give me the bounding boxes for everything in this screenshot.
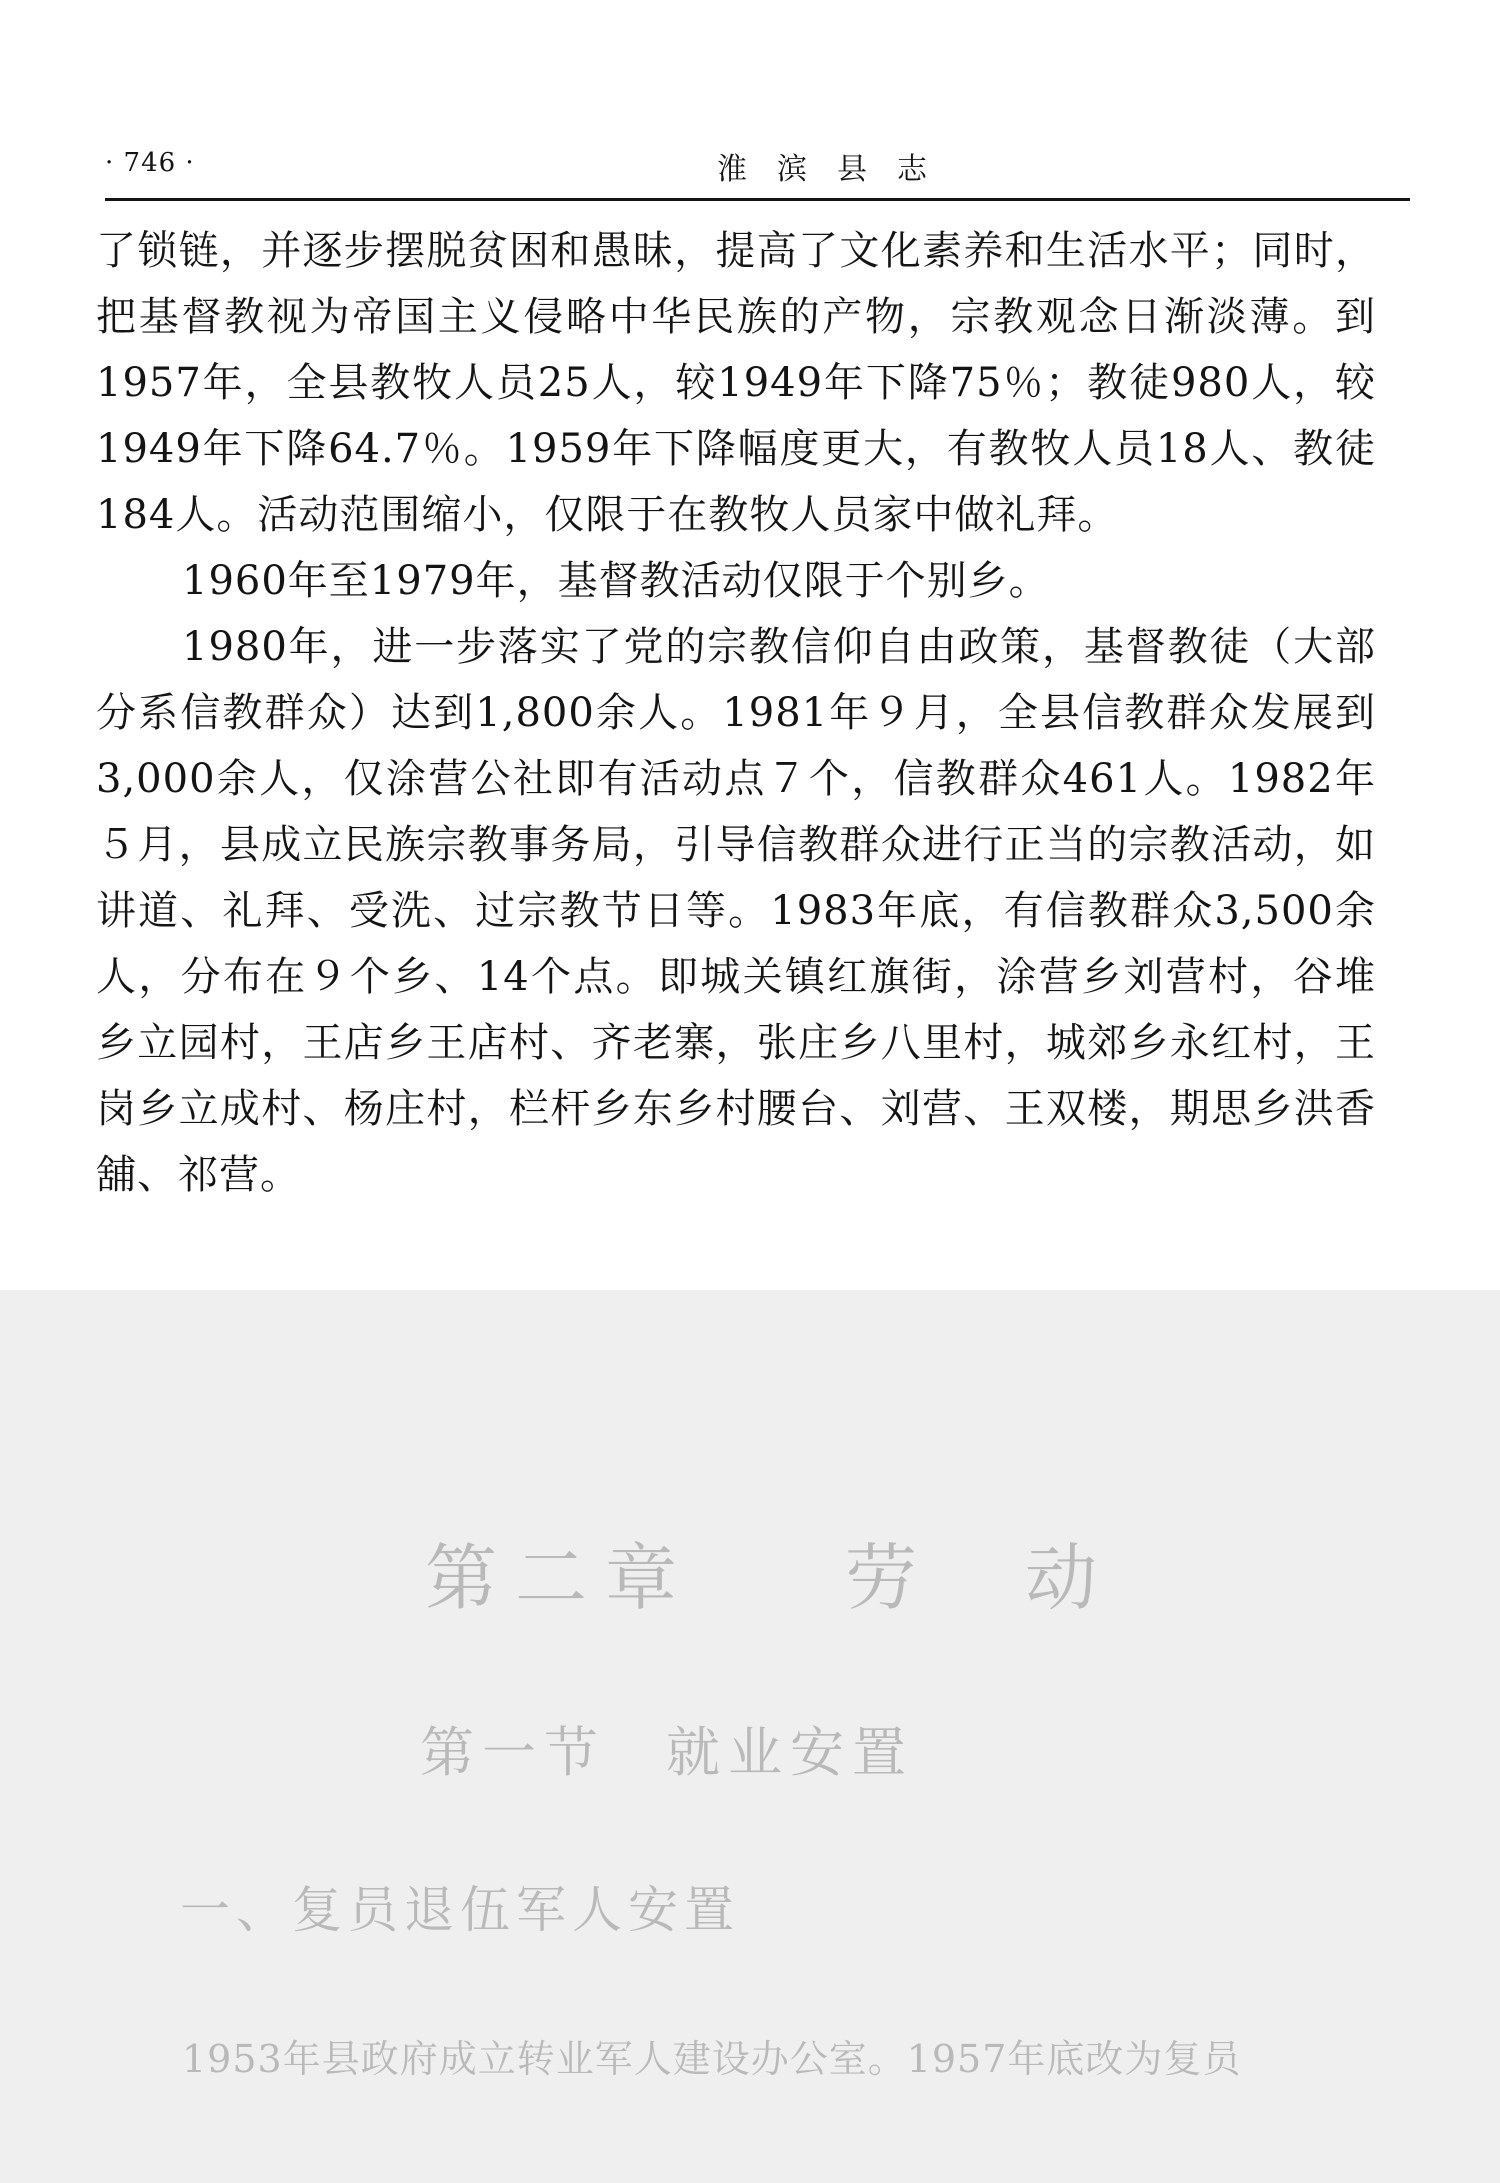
faded-paragraph: 1953年县政府成立转业军人建设办公室。1957年底改为复员 [182,2037,1242,2081]
section-prefix: 第一节 [420,1721,606,1784]
paragraph-2: 1960年至1979年，基督教活动仅限于个别乡。 [182,558,1050,604]
body-text [96,218,1376,1208]
book-title: 淮滨县志 [717,152,957,187]
header-rule [105,198,1410,201]
subsection-title: 一、复员退伍军人安置 [180,1881,740,1939]
running-header [105,140,1410,190]
page-number: · 746 · [105,148,195,178]
chapter-title [425,1520,1115,1624]
paragraph-3: 1980年，进一步落实了党的宗教信仰自由政策，基督教徒（大部分系信教群众）达到1,800余人。1981年９月，全县信教群众发展到3,000余人，仅涂营公社即有活动点７个，信教群众461人。1982年５月，县成立民族宗教事务局，引导信教群众进行正当的宗教活动，如讲道、礼拜、受洗、过宗教节日等。1983年底，有信教群众3,500余人，分布在９个乡、14个点。即城关镇红旗街，涂营乡刘营村，谷堆乡立园村，王店乡王店村、齐老寨，张庄乡八里村，城郊乡永红村，王岗乡立成村、杨庄村，栏杆乡东乡村腰台、刘营、王双楼，期思乡洪香舖、祁营。 [96,624,1376,1198]
section-name: 就业安置 [666,1721,914,1784]
chapter-name: 劳 动 [845,1536,1116,1620]
chapter-prefix: 第二章 [425,1536,696,1620]
paragraph-1: 了锁链，并逐步摆脱贫困和愚昧，提高了文化素养和生活水平；同时，把基督教视为帝国主义侵略中华民族的产物，宗教观念日渐淡薄。到1957年，全县教牧人员25人，较1949年下降75％；教徒980人，较1949年下降64.7％。1959年下降幅度更大，有教牧人员18人、教徒184人。活动范围缩小，仅限于在教牧人员家中做礼拜。 [96,228,1376,538]
section-title [420,1710,914,1787]
